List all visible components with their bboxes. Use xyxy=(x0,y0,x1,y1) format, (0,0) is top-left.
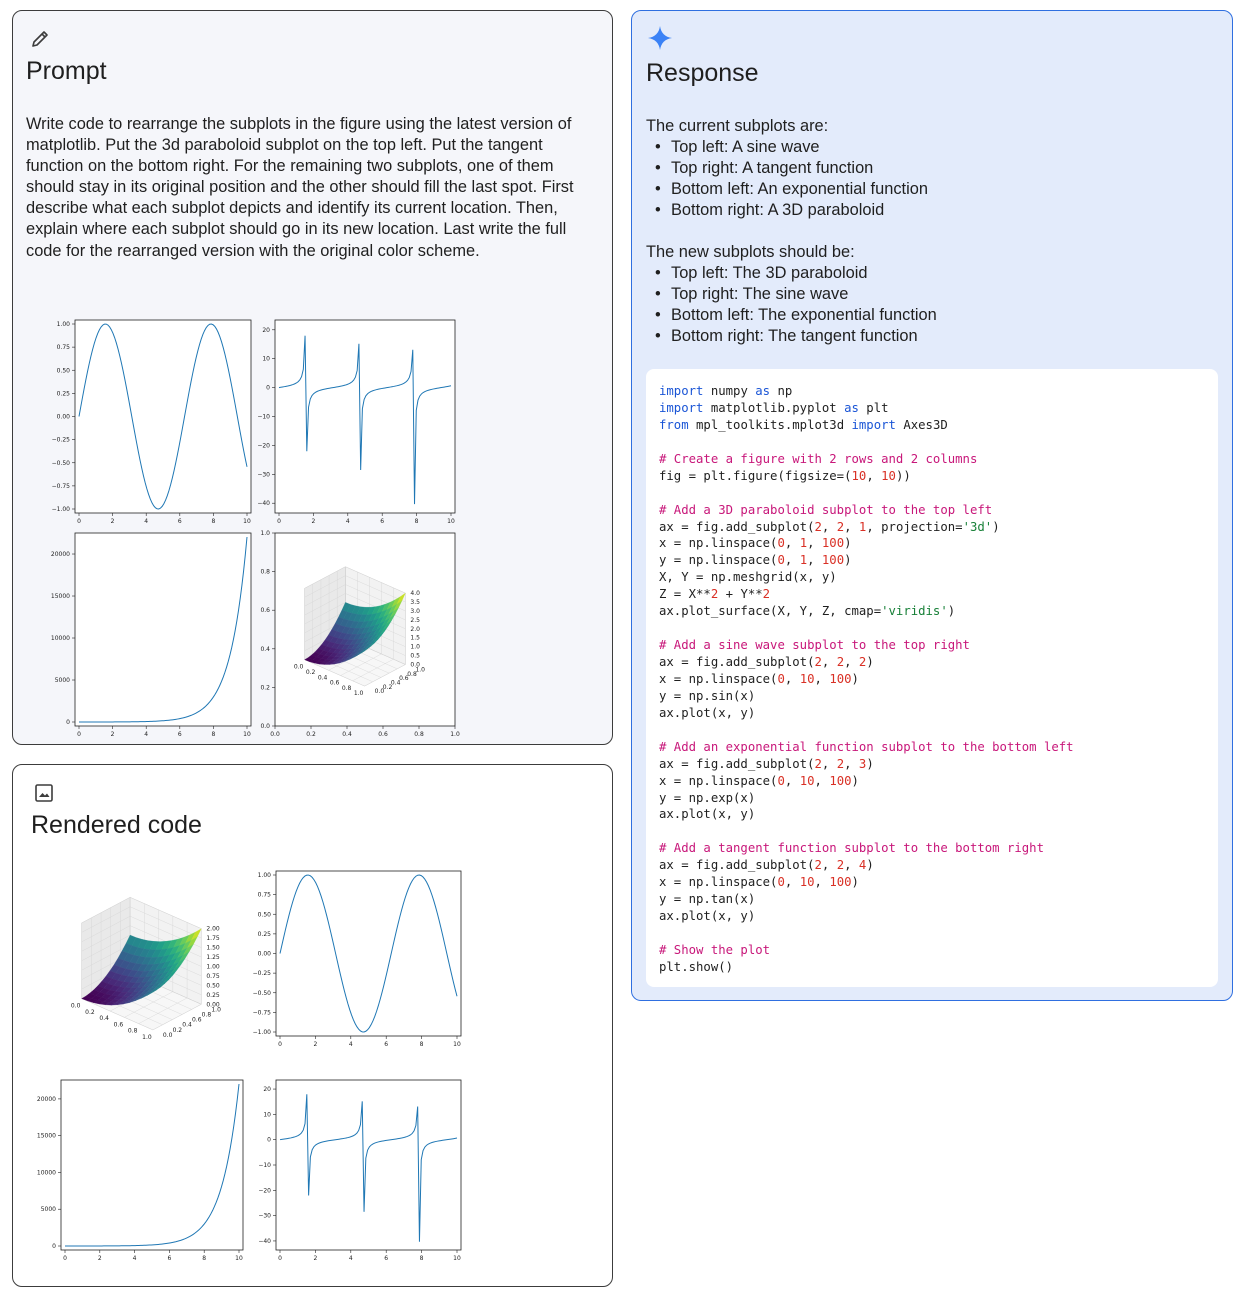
y-tick-label: 0.2 xyxy=(172,1026,183,1034)
axes-frame xyxy=(276,871,461,1036)
z-tick-label: 0.75 xyxy=(206,972,220,980)
code-line: # Add an exponential function subplot to the bottom left xyxy=(659,739,1074,754)
x-tick-label: 0.6 xyxy=(113,1021,124,1029)
new-heading: The new subplots should be: xyxy=(646,243,855,261)
y-tick-label: −20 xyxy=(258,1187,271,1195)
code-line: ax = fig.add_subplot(2, 2, 2) xyxy=(659,655,874,669)
x-tick-label: 10 xyxy=(243,518,251,525)
prompt-title: Prompt xyxy=(26,57,107,85)
y-tick-label: 0.6 xyxy=(399,675,409,683)
prompt-text: Write code to rearrange the subplots in the figure using the latest version of matplotlib. Put the 3d paraboloid subplot on the top left. Put the tangent function on the bottom right. For the remaining two subplots, one of them should stay in its original position and the other should fill the last spot. First describe what each subplot depicts and identify its current location. Then, explain where each subplot should go in its new location. Last write the full code for the rearranged version with the original color scheme. xyxy=(26,115,574,260)
x-tick-label: 0.0 xyxy=(270,731,280,738)
code-line: y = np.sin(x) xyxy=(659,688,756,703)
y-tick-label: −20 xyxy=(257,442,270,450)
x-tick-label: 6 xyxy=(177,731,182,738)
x-tick-label: 0 xyxy=(77,731,81,738)
code-line: ax.plot(x, y) xyxy=(659,807,756,822)
x-tick-label: 0 xyxy=(277,518,281,525)
x-tick-label: 10 xyxy=(453,1041,461,1048)
y-tick-label: 1.0 xyxy=(415,666,425,674)
x-tick-label: 2 xyxy=(110,731,115,738)
code-line: x = np.linspace(0, 10, 100) xyxy=(659,773,859,788)
y-tick-label: 0.8 xyxy=(260,568,270,576)
y-tick-label: 0.6 xyxy=(260,607,270,615)
z-tick-label: 2.5 xyxy=(410,616,420,624)
y-tick-label: 0.4 xyxy=(390,679,401,687)
list-item: • Top left: The 3D paraboloid xyxy=(646,263,937,284)
y-tick-label: −10 xyxy=(257,413,270,421)
prompt-figure xyxy=(43,306,460,738)
x-tick-label: 6 xyxy=(167,1255,172,1262)
y-tick-label: 5000 xyxy=(54,677,70,685)
y-tick-label: 0.0 xyxy=(162,1031,173,1039)
x-tick-label: 1.0 xyxy=(353,690,364,698)
code-block[interactable] xyxy=(646,369,1218,987)
code-line: fig = plt.figure(figsize=(10, 10)) xyxy=(659,468,911,483)
x-tick-label: 1.0 xyxy=(450,731,460,738)
x-tick-label: 10 xyxy=(453,1255,461,1262)
x-tick-label: 6 xyxy=(177,518,182,525)
list-item: • Bottom left: An exponential function xyxy=(646,179,928,200)
x-tick-label: 0.8 xyxy=(414,731,424,738)
code-line: from mpl_toolkits.mplot3d import Axes3D xyxy=(659,417,948,432)
y-tick-label: 0 xyxy=(266,384,270,392)
y-tick-label: 1.00 xyxy=(257,872,271,879)
code-line: ax.plot_surface(X, Y, Z, cmap='viridis') xyxy=(659,604,956,619)
y-tick-label: −0.50 xyxy=(51,459,70,467)
y-tick-label: −30 xyxy=(257,471,270,479)
list-item: • Top right: A tangent function xyxy=(646,158,928,179)
x-tick-label: 8 xyxy=(211,731,216,738)
y-tick-label: 10 xyxy=(262,355,270,363)
code-line: y = np.linspace(0, 1, 100) xyxy=(659,553,852,568)
image-icon xyxy=(34,783,54,808)
y-tick-label: 20 xyxy=(263,1086,271,1094)
y-tick-label: 0.75 xyxy=(257,891,271,899)
x-tick-label: 2 xyxy=(313,1255,318,1262)
y-tick-label: 0 xyxy=(52,1243,56,1250)
x-tick-label: 0.0 xyxy=(293,663,304,671)
x-tick-label: 2 xyxy=(311,518,316,525)
x-tick-label: 0.6 xyxy=(378,731,388,738)
x-tick-label: 0.6 xyxy=(329,679,340,687)
z-tick-label: 0.50 xyxy=(206,982,220,990)
y-tick-label: −0.25 xyxy=(51,436,70,444)
y-tick-label: 0.2 xyxy=(260,684,270,692)
x-tick-label: 8 xyxy=(202,1255,207,1262)
list-item: • Top left: A sine wave xyxy=(646,137,928,158)
x-tick-label: 0.4 xyxy=(342,731,352,738)
x-tick-label: 8 xyxy=(414,518,419,525)
surface-subplot xyxy=(71,897,221,1041)
code-text[interactable] xyxy=(659,383,1074,976)
z-tick-label: 3.0 xyxy=(410,607,420,615)
y-tick-label: 0.4 xyxy=(260,645,270,653)
y-tick-label: −0.50 xyxy=(252,989,271,997)
code-line: # Add a sine wave subplot to the top right xyxy=(659,638,970,653)
code-line: # Add a tangent function subplot to the bottom right xyxy=(659,841,1044,856)
x-tick-label: 0 xyxy=(278,1041,282,1048)
y-tick-label: 0.0 xyxy=(374,688,385,696)
x-tick-label: 0 xyxy=(77,518,81,525)
x-tick-label: 8 xyxy=(211,518,216,525)
code-line: x = np.linspace(0, 10, 100) xyxy=(659,671,859,686)
list-item: • Top right: The sine wave xyxy=(646,284,937,305)
axes-frame xyxy=(75,320,251,513)
y-tick-label: 15000 xyxy=(50,593,70,601)
code-line: X, Y = np.meshgrid(x, y) xyxy=(659,570,837,585)
code-line: x = np.linspace(0, 1, 100) xyxy=(659,536,852,551)
x-tick-label: 4 xyxy=(144,731,149,738)
x-tick-label: 4 xyxy=(132,1255,137,1262)
prompt-card xyxy=(12,10,613,745)
x-tick-label: 8 xyxy=(419,1041,424,1048)
y-tick-label: 0.0 xyxy=(260,723,270,730)
rendered-card xyxy=(12,764,613,1287)
y-tick-label: −0.25 xyxy=(252,970,271,978)
line-subplot xyxy=(257,320,455,525)
x-tick-label: 10 xyxy=(243,731,251,738)
axes-frame xyxy=(276,1080,461,1250)
list-item: • Bottom right: The tangent function xyxy=(646,326,937,347)
axes-frame xyxy=(75,533,251,726)
z-tick-label: 0.25 xyxy=(206,991,220,999)
code-line: plt.show() xyxy=(659,959,734,974)
x-tick-label: 0.8 xyxy=(341,684,352,692)
line-subplot xyxy=(52,320,251,525)
sparkle-icon xyxy=(647,25,673,56)
z-tick-label: 4.0 xyxy=(410,590,420,598)
z-tick-label: 1.25 xyxy=(206,954,220,961)
y-tick-label: −1.00 xyxy=(252,1029,271,1036)
code-line: ax.plot(x, y) xyxy=(659,909,756,924)
x-tick-label: 4 xyxy=(345,518,350,525)
z-tick-label: 1.50 xyxy=(206,944,220,952)
code-line: import numpy as np xyxy=(659,384,793,398)
y-tick-label: 0 xyxy=(66,719,70,726)
x-tick-label: 6 xyxy=(384,1255,389,1262)
y-tick-label: 15000 xyxy=(36,1132,56,1140)
x-tick-label: 0.0 xyxy=(70,1002,81,1010)
y-tick-label: −1.00 xyxy=(51,506,70,513)
current-heading: The current subplots are: xyxy=(646,117,829,135)
code-line: # Show the plot xyxy=(659,942,771,957)
y-tick-label: 0.25 xyxy=(257,930,271,938)
z-tick-label: 1.75 xyxy=(206,935,220,943)
y-tick-label: 0.75 xyxy=(56,344,70,352)
line-subplot xyxy=(37,1080,243,1262)
x-tick-label: 2 xyxy=(97,1255,102,1262)
x-tick-label: 6 xyxy=(384,1041,389,1048)
x-tick-label: 4 xyxy=(348,1041,353,1048)
list-item: • Bottom right: A 3D paraboloid xyxy=(646,200,928,221)
code-line: Z = X**2 + Y**2 xyxy=(659,587,771,602)
y-tick-label: 10000 xyxy=(50,635,70,643)
x-tick-label: 6 xyxy=(380,518,385,525)
x-tick-label: 1.0 xyxy=(142,1033,152,1041)
x-tick-label: 0.4 xyxy=(317,674,328,682)
z-tick-label: 1.5 xyxy=(410,634,420,642)
code-line: x = np.linspace(0, 10, 100) xyxy=(659,875,859,890)
y-tick-label: 20000 xyxy=(36,1095,56,1103)
line-subplot xyxy=(51,533,251,738)
x-tick-label: 10 xyxy=(235,1255,243,1262)
y-tick-label: 0.00 xyxy=(257,950,271,958)
y-tick-label: −10 xyxy=(258,1162,271,1169)
response-title: Response xyxy=(646,59,759,87)
x-tick-label: 8 xyxy=(419,1255,424,1262)
y-tick-label: 10000 xyxy=(36,1169,56,1177)
z-tick-label: 2.0 xyxy=(410,625,420,633)
y-tick-label: −30 xyxy=(258,1212,271,1220)
code-line: import matplotlib.pyplot as plt xyxy=(659,400,889,415)
x-tick-label: 0 xyxy=(63,1255,67,1262)
z-tick-label: 1.0 xyxy=(410,643,420,651)
y-tick-label: 0.4 xyxy=(182,1021,192,1029)
z-tick-label: 3.5 xyxy=(410,599,420,607)
code-line: ax.plot(x, y) xyxy=(659,705,756,720)
x-tick-label: 10 xyxy=(447,518,455,525)
code-line: y = np.tan(x) xyxy=(659,892,756,907)
axes-frame xyxy=(275,320,455,513)
x-tick-label: 0 xyxy=(278,1255,282,1262)
rendered-figure xyxy=(31,865,461,1265)
z-tick-label: 0.0 xyxy=(410,661,420,669)
y-tick-label: 1.0 xyxy=(260,530,270,537)
y-tick-label: −0.75 xyxy=(51,482,70,490)
y-tick-label: 0.50 xyxy=(257,911,271,919)
response-card xyxy=(631,10,1233,1001)
y-tick-label: 0.8 xyxy=(407,670,417,678)
x-tick-label: 2 xyxy=(110,518,115,525)
code-line: # Add a 3D paraboloid subplot to the top left xyxy=(659,502,993,517)
z-tick-label: 1.00 xyxy=(206,963,220,971)
code-line: ax = fig.add_subplot(2, 2, 4) xyxy=(659,858,874,873)
code-line: # Create a figure with 2 rows and 2 columns xyxy=(659,451,978,466)
y-tick-label: 10 xyxy=(263,1111,271,1119)
y-tick-label: −40 xyxy=(257,500,270,508)
axes-frame xyxy=(61,1080,243,1250)
line-subplot xyxy=(253,871,461,1048)
y-tick-label: 0 xyxy=(267,1136,271,1144)
x-tick-label: 0.8 xyxy=(127,1027,138,1035)
y-tick-label: −40 xyxy=(258,1237,271,1245)
rendered-title: Rendered code xyxy=(31,811,202,839)
y-tick-label: 0.6 xyxy=(191,1016,202,1024)
new-list xyxy=(646,263,937,347)
y-tick-label: 0.8 xyxy=(201,1011,212,1019)
x-tick-label: 0.2 xyxy=(85,1008,95,1016)
y-tick-label: 20 xyxy=(262,326,270,334)
x-tick-label: 4 xyxy=(144,518,149,525)
y-tick-label: 5000 xyxy=(40,1206,56,1214)
y-tick-label: 0.00 xyxy=(56,413,70,421)
x-tick-label: 4 xyxy=(348,1255,353,1262)
y-tick-label: 1.0 xyxy=(211,1006,221,1014)
y-tick-label: 1.00 xyxy=(56,321,70,328)
pencil-icon xyxy=(30,29,50,54)
list-item: • Bottom left: The exponential function xyxy=(646,305,937,326)
code-line: ax = fig.add_subplot(2, 2, 3) xyxy=(659,756,874,771)
z-tick-label: 0.00 xyxy=(206,1001,220,1009)
code-line: ax = fig.add_subplot(2, 2, 1, projection='3d') xyxy=(659,519,1000,534)
y-tick-label: 0.50 xyxy=(56,367,70,375)
x-tick-label: 0.2 xyxy=(305,668,316,676)
x-tick-label: 0.4 xyxy=(99,1015,109,1023)
x-tick-label: 2 xyxy=(313,1041,318,1048)
x-tick-label: 0.2 xyxy=(306,731,316,738)
current-list xyxy=(646,137,928,221)
y-tick-label: −0.75 xyxy=(252,1009,271,1017)
y-tick-label: 20000 xyxy=(50,551,70,559)
z-tick-label: 0.5 xyxy=(410,652,420,660)
code-line: y = np.exp(x) xyxy=(659,790,756,805)
z-tick-label: 2.00 xyxy=(206,925,220,933)
y-tick-label: 0.25 xyxy=(56,390,70,398)
y-tick-label: 0.2 xyxy=(382,683,393,691)
line-subplot xyxy=(258,1080,461,1262)
